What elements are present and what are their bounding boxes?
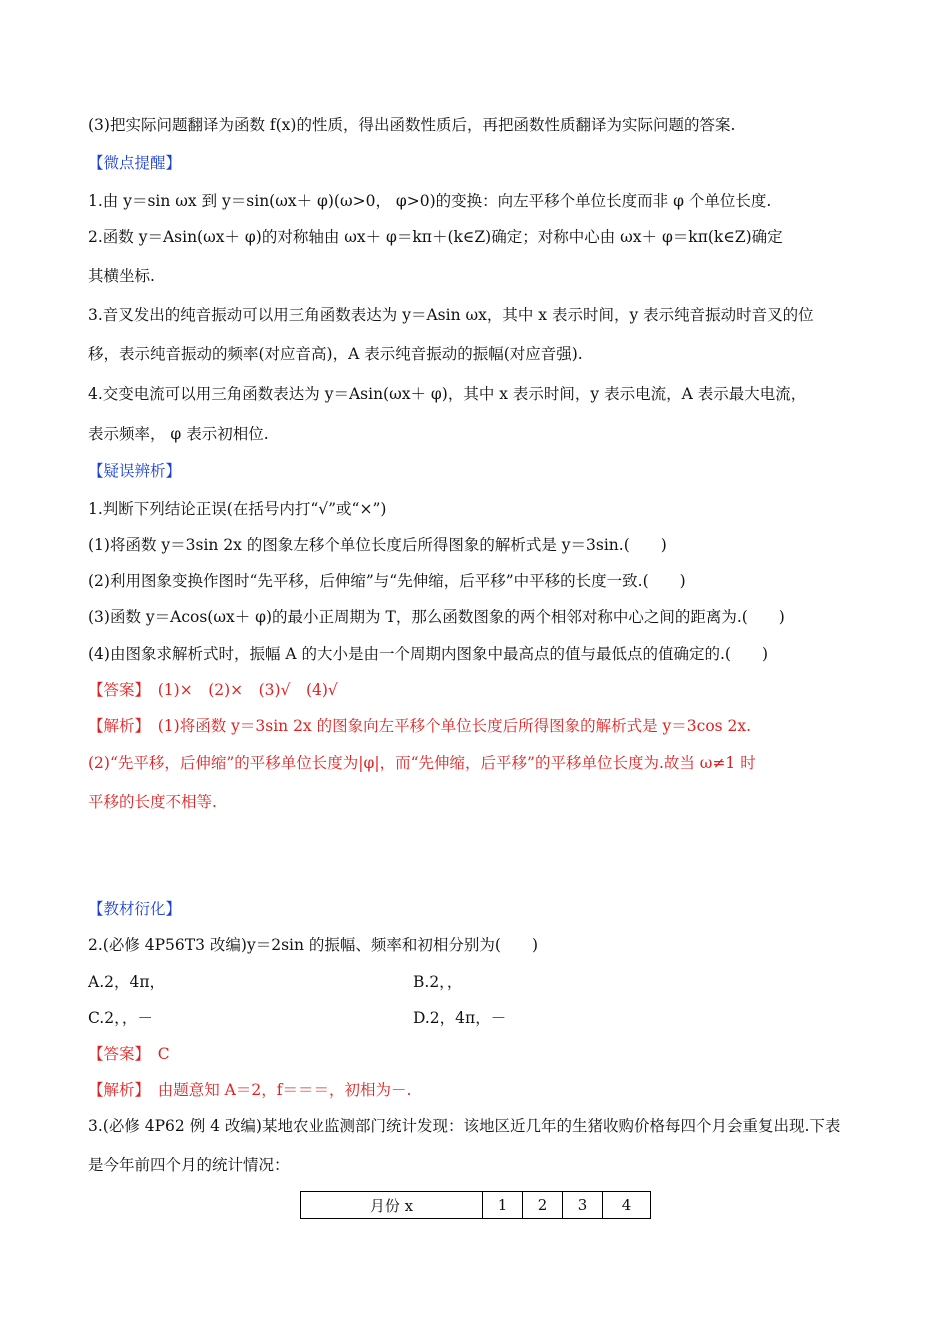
question-1-analysis-1: 【解析】 (1)将函数 y＝3sin 2x 的图象向左平移个单位长度后所得图象的解析式是 y＝3cos 2x. — [88, 717, 752, 735]
intro-line: (3)把实际问题翻译为函数 f(x)的性质，得出函数性质后，再把函数性质翻译为实际问题的答案. — [88, 116, 736, 134]
tip-1: 1.由 y＝sin ωx 到 y＝sin(ωx＋ φ)(ω>0， φ>0)的变换：向左平移个单位长度而非 φ 个单位长度. — [88, 192, 772, 210]
table-cell: 3 — [563, 1192, 603, 1219]
table-cell: 2 — [523, 1192, 563, 1219]
question-2-option-a: A.2，4π， — [88, 973, 166, 991]
question-1-item-2: (2)利用图象变换作图时“先平移，后伸缩”与“先伸缩，后平移”中平移的长度一致.( ) — [88, 572, 686, 590]
table-row — [301, 1192, 651, 1219]
tip-3: 3.音叉发出的纯音振动可以用三角函数表达为 y＝Asin ωx，其中 x 表示时间，y 表示纯音振动时音叉的位 — [88, 306, 814, 324]
tip-2-continued: 其横坐标. — [88, 267, 155, 285]
question-1-item-4: (4)由图象求解析式时，振幅 A 的大小是由一个周期内图象中最高点的值与最低点的值确定的.( ) — [88, 645, 769, 663]
table-cell: 4 — [603, 1192, 651, 1219]
price-table — [300, 1191, 651, 1219]
question-2-option-c: C.2，，－ — [88, 1009, 153, 1027]
question-2-analysis: 【解析】 由题意知 A＝2，f＝＝＝，初相为－. — [88, 1081, 412, 1099]
tip-3-continued: 移，表示纯音振动的频率(对应音高)，A 表示纯音振动的振幅(对应音强). — [88, 345, 583, 363]
tip-4: 4.交变电流可以用三角函数表达为 y＝Asin(ωx＋ φ)，其中 x 表示时间，y 表示电流，A 表示最大电流， — [88, 385, 807, 403]
tip-2: 2.函数 y＝Asin(ωx＋ φ)的对称轴由 ωx＋ φ＝kπ＋(k∈Z)确定；对称中心由 ωx＋ φ＝kπ(k∈Z)确定 — [88, 228, 783, 246]
question-1-item-3: (3)函数 y＝Acos(ωx＋ φ)的最小正周期为 T，那么函数图象的两个相邻对称中心之间的距离为.( ) — [88, 608, 785, 626]
tip-4-continued: 表示频率， φ 表示初相位. — [88, 425, 269, 443]
question-2-answer: 【答案】 C — [88, 1045, 170, 1063]
table-cell: 1 — [483, 1192, 523, 1219]
section-textbook-heading: 【教材衍化】 — [88, 900, 182, 918]
question-1-analysis-2: (2)“先平移，后伸缩”的平移单位长度为|φ|，而“先伸缩，后平移”的平移单位长度为.故当 ω≠1 时 — [88, 754, 756, 772]
question-3-stem-2: 是今年前四个月的统计情况： — [88, 1156, 290, 1174]
section-tips-heading: 【微点提醒】 — [88, 154, 182, 172]
question-2-stem: 2.(必修 4P56T3 改编)y＝2sin 的振幅、频率和初相分别为( ) — [88, 936, 538, 954]
question-1-stem: 1.判断下列结论正误(在括号内打“√”或“×”) — [88, 500, 387, 518]
table-header-month: 月份 x — [301, 1192, 483, 1219]
question-2-option-d: D.2，4π，－ — [413, 1009, 507, 1027]
question-2-option-b: B.2，， — [413, 973, 463, 991]
section-errors-heading: 【疑误辨析】 — [88, 462, 182, 480]
question-1-answer: 【答案】 (1)× (2)× (3)√ (4)√ — [88, 681, 338, 699]
question-3-stem-1: 3.(必修 4P62 例 4 改编)某地农业监测部门统计发现：该地区近几年的生猪收购价格每四个月会重复出现.下表 — [88, 1117, 841, 1135]
question-1-analysis-3: 平移的长度不相等. — [88, 793, 217, 811]
question-1-item-1: (1)将函数 y＝3sin 2x 的图象左移个单位长度后所得图象的解析式是 y＝3sin.( ) — [88, 536, 667, 554]
